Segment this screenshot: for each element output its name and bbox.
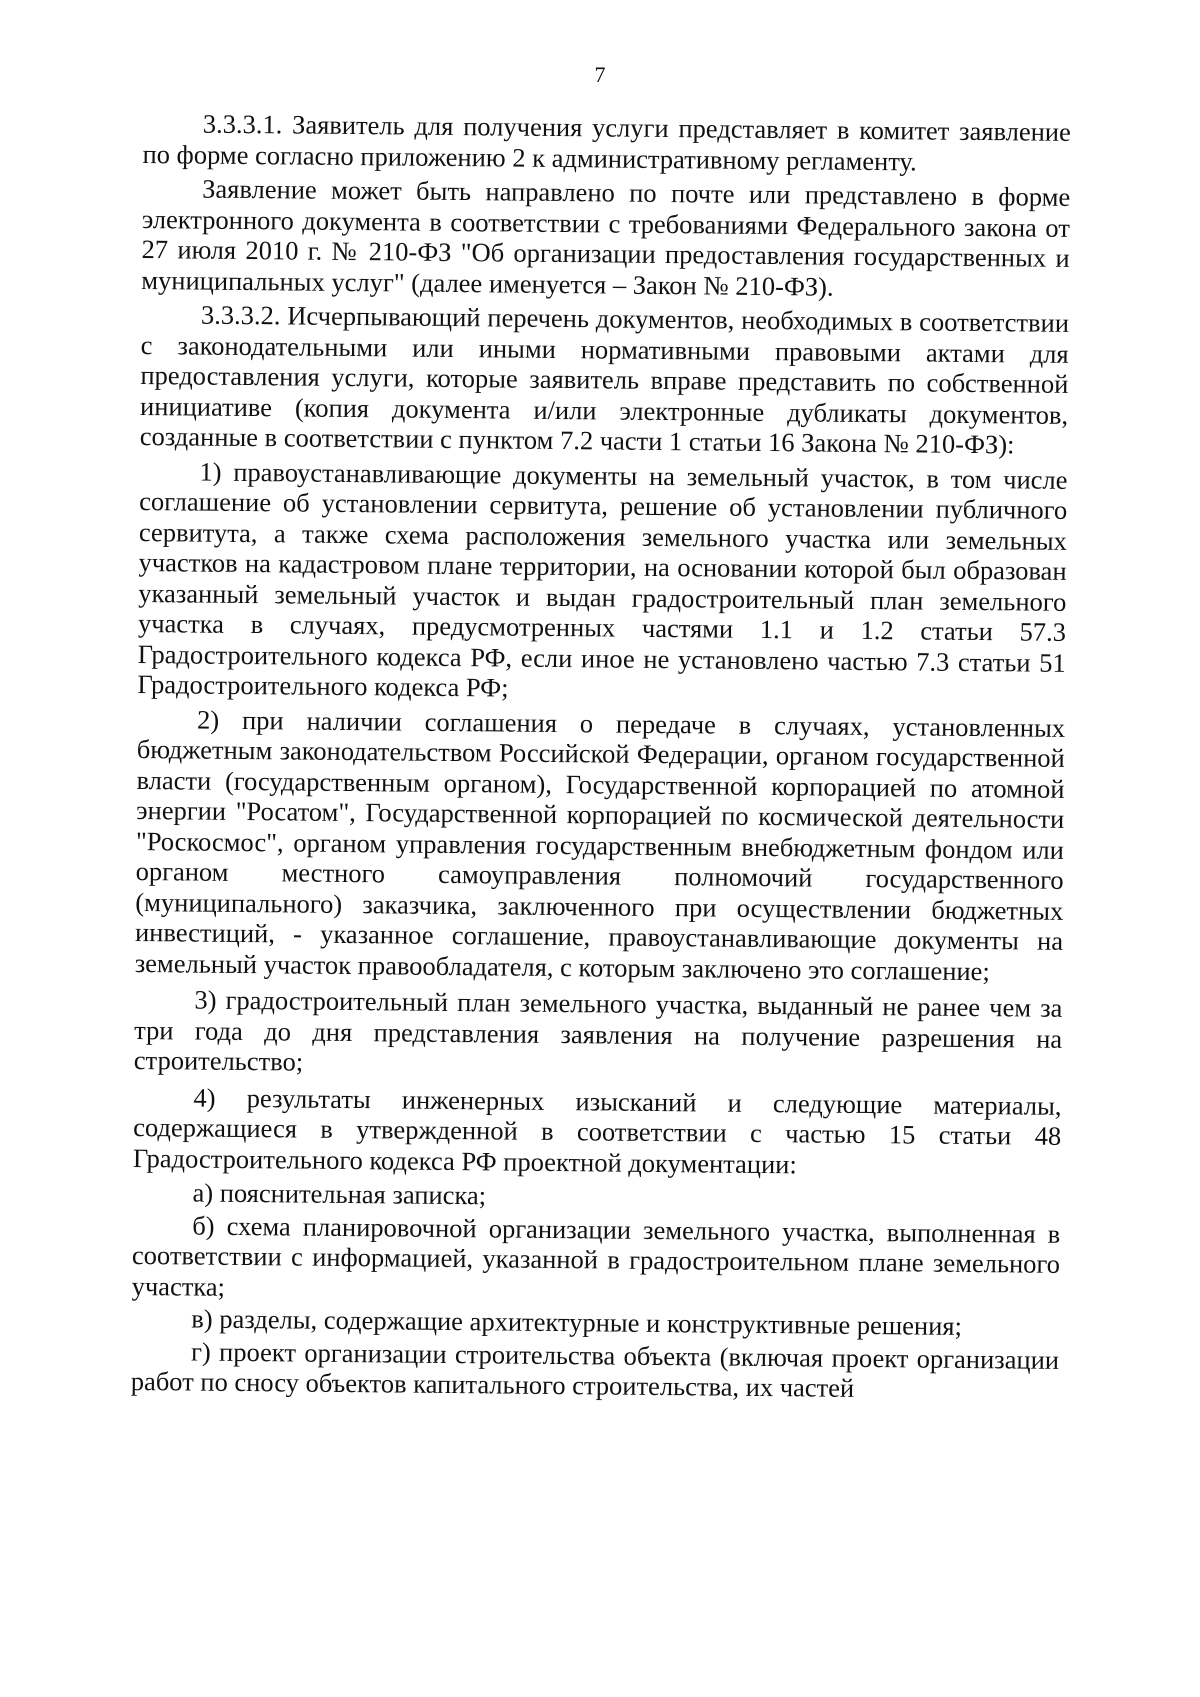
- list-item-1: 1) правоустанавливающие документы на земельный участок, в том числе соглашение об установлении сервитута, решение об установлении публичного сервитута, а также схема расположения земельного участка или земельных участков на кадастровом плане территории, на основании которой был образован указанный земельный участок и выдан градостроительный план земельного участка в случаях, предусмотренных частями 1.1 и 1.2 статьи 57.3 Градостроительного кодекса РФ, если иное не установлено частью 7.3 статьи 51 Градостроительного кодекса РФ;: [137, 456, 1068, 703]
- list-item-3: 3) градостроительный план земельного участка, выданный не ранее чем за три года до дня представления заявления на получение разрешения на строительство;: [133, 984, 1063, 1077]
- paragraph-3-3-3-2: 3.3.3.2. Исчерпывающий перечень документов, необходимых в соответствии с законодательными или иными нормативными правовыми актами для предоставления услуги, которые заявитель вправе представить по собственной инициативе (копия документа и/или электронные дубликаты документов, созданные в соответствии с пунктом 7.2 части 1 статьи 16 Закона № 210-ФЗ):: [139, 299, 1070, 460]
- sub-item-v: в) разделы, содержащие архитектурные и конструктивные решения;: [191, 1303, 963, 1341]
- sub-item-g: г) проект организации строительства объекта (включая проект организации работ по сносу объектов капитального строительства, их частей: [130, 1336, 1060, 1403]
- sub-item-b: б) схема планировочной организации земельного участка, выполненная в соответствии с информацией, указанной в градостроительном плане земельного участка;: [131, 1210, 1061, 1302]
- paragraph-application-submission: Заявление может быть направлено по почте или представлено в форме электронного документа в соответствии с требованиями Федерального закона от 27 июля 2010 г. № 210-ФЗ "Об организации предоставления государственных и муниципальных услуг" (далее именуется – Закон № 210-ФЗ).: [141, 173, 1071, 302]
- list-item-2: 2) при наличии соглашения о передаче в случаях, установленных бюджетным законодательством Российской Федерации, органом государственной власти (государственным органом), Государственной корпорацией по атомной энергии "Росатом", Государственной корпорацией по космической деятельности "Роскосмос", органом управления государственным внебюджетным фондом или органом местного самоуправления полномочий государственного (муниципального) заказчика, заключенного при осуществлении бюджетных инвестиций, - указанное соглашение, правоустанавливающие документы на земельный участок правообладателя, с которым заключено это соглашение;: [134, 704, 1066, 986]
- page-number: 7: [594, 62, 606, 87]
- paragraph-3-3-3-1: 3.3.3.1. Заявитель для получения услуги представляет в комитет заявление по форме согласно приложению 2 к административному регламенту.: [142, 108, 1071, 176]
- sub-item-a: а) пояснительная записка;: [192, 1177, 487, 1211]
- list-item-4: 4) результаты инженерных изысканий и следующие материалы, содержащиеся в утвержденной в соответствии с частью 15 статьи 48 Градостроительного кодекса РФ проектной документации:: [132, 1082, 1062, 1179]
- document-body: [131, 108, 1071, 1407]
